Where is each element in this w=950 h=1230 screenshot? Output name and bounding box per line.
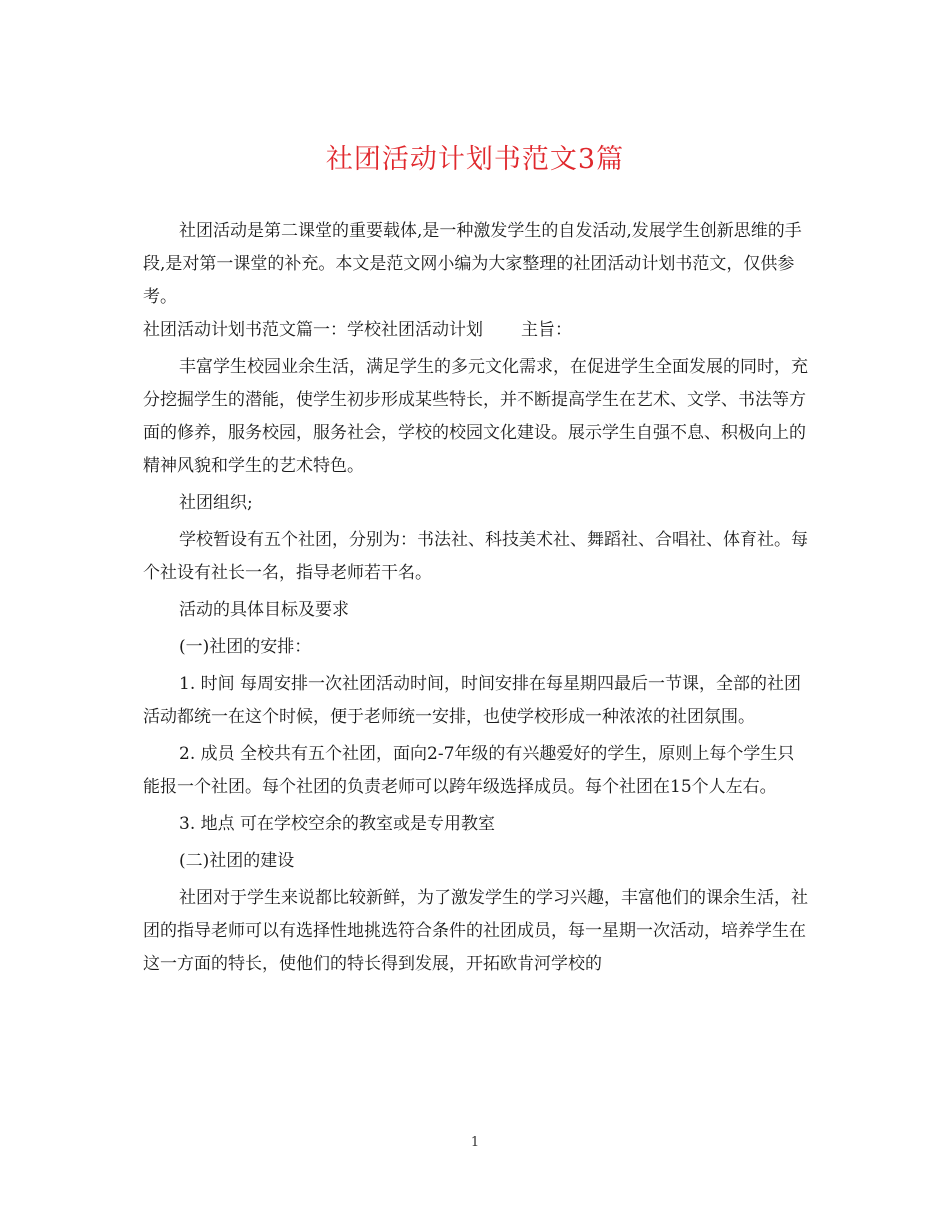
aim-paragraph: 丰富学生校园业余生活，满足学生的多元文化需求，在促进学生全面发展的同时，充分挖掘学生的潜能，使学生初步形成某些特长，并不断提高学生在艺术、文学、书法等方面的修养，服务校园，服务社会，学校的校园文化建设。展示学生自强不息、积极向上的精神风貌和学生的艺术特色。 <box>143 357 808 476</box>
intro-paragraph: 社团活动是第二课堂的重要载体,是一种激发学生的自发活动,发展学生创新思维的手段,是对第一课堂的补充。本文是范文网小编为大家整理的社团活动计划书范文，仅供参考。 <box>143 221 802 307</box>
item-time: 1. 时间 每周安排一次社团活动时间，时间安排在每星期四最后一节课，全部的社团活动都统一在这个时候，便于老师统一安排，也使学校形成一种浓浓的社团氛围。 <box>143 674 802 727</box>
construction-paragraph: 社团对于学生来说都比较新鲜，为了激发学生的学习兴趣，丰富他们的课余生活，社团的指导老师可以有选择性地挑选符合条件的社团成员，每一星期一次活动，培养学生在这一方面的特长，使他们的特长得到发展，开拓欧肯河学校的 <box>143 888 808 974</box>
article-heading-line <box>143 314 808 347</box>
item-location: 3. 地点 可在学校空余的教室或是专用教室 <box>179 814 496 834</box>
section1-heading: (一)社团的安排： <box>179 637 312 657</box>
item-members: 2. 成员 全校共有五个社团，面向2-7年级的有兴趣爱好的学生，原则上每个学生只能报一个社团。每个社团的负责老师可以跨年级选择成员。每个社团在15个人左右。 <box>143 744 795 797</box>
page-number: 1 <box>470 1135 480 1150</box>
goals-heading: 活动的具体目标及要求 <box>179 600 349 620</box>
document-title: 社团活动计划书范文3篇 <box>325 144 625 175</box>
org-paragraph: 学校暂设有五个社团，分别为：书法社、科技美术社、舞蹈社、合唱社、体育社。每个社设有社长一名，指导老师若干名。 <box>143 530 808 583</box>
document-body <box>143 215 808 981</box>
section2-heading: (二)社团的建设 <box>179 851 295 871</box>
article-heading: 社团活动计划书范文篇一：学校社团活动计划 <box>143 320 483 340</box>
aim-label: 主旨： <box>521 320 572 340</box>
org-heading: 社团组织; <box>179 493 253 513</box>
